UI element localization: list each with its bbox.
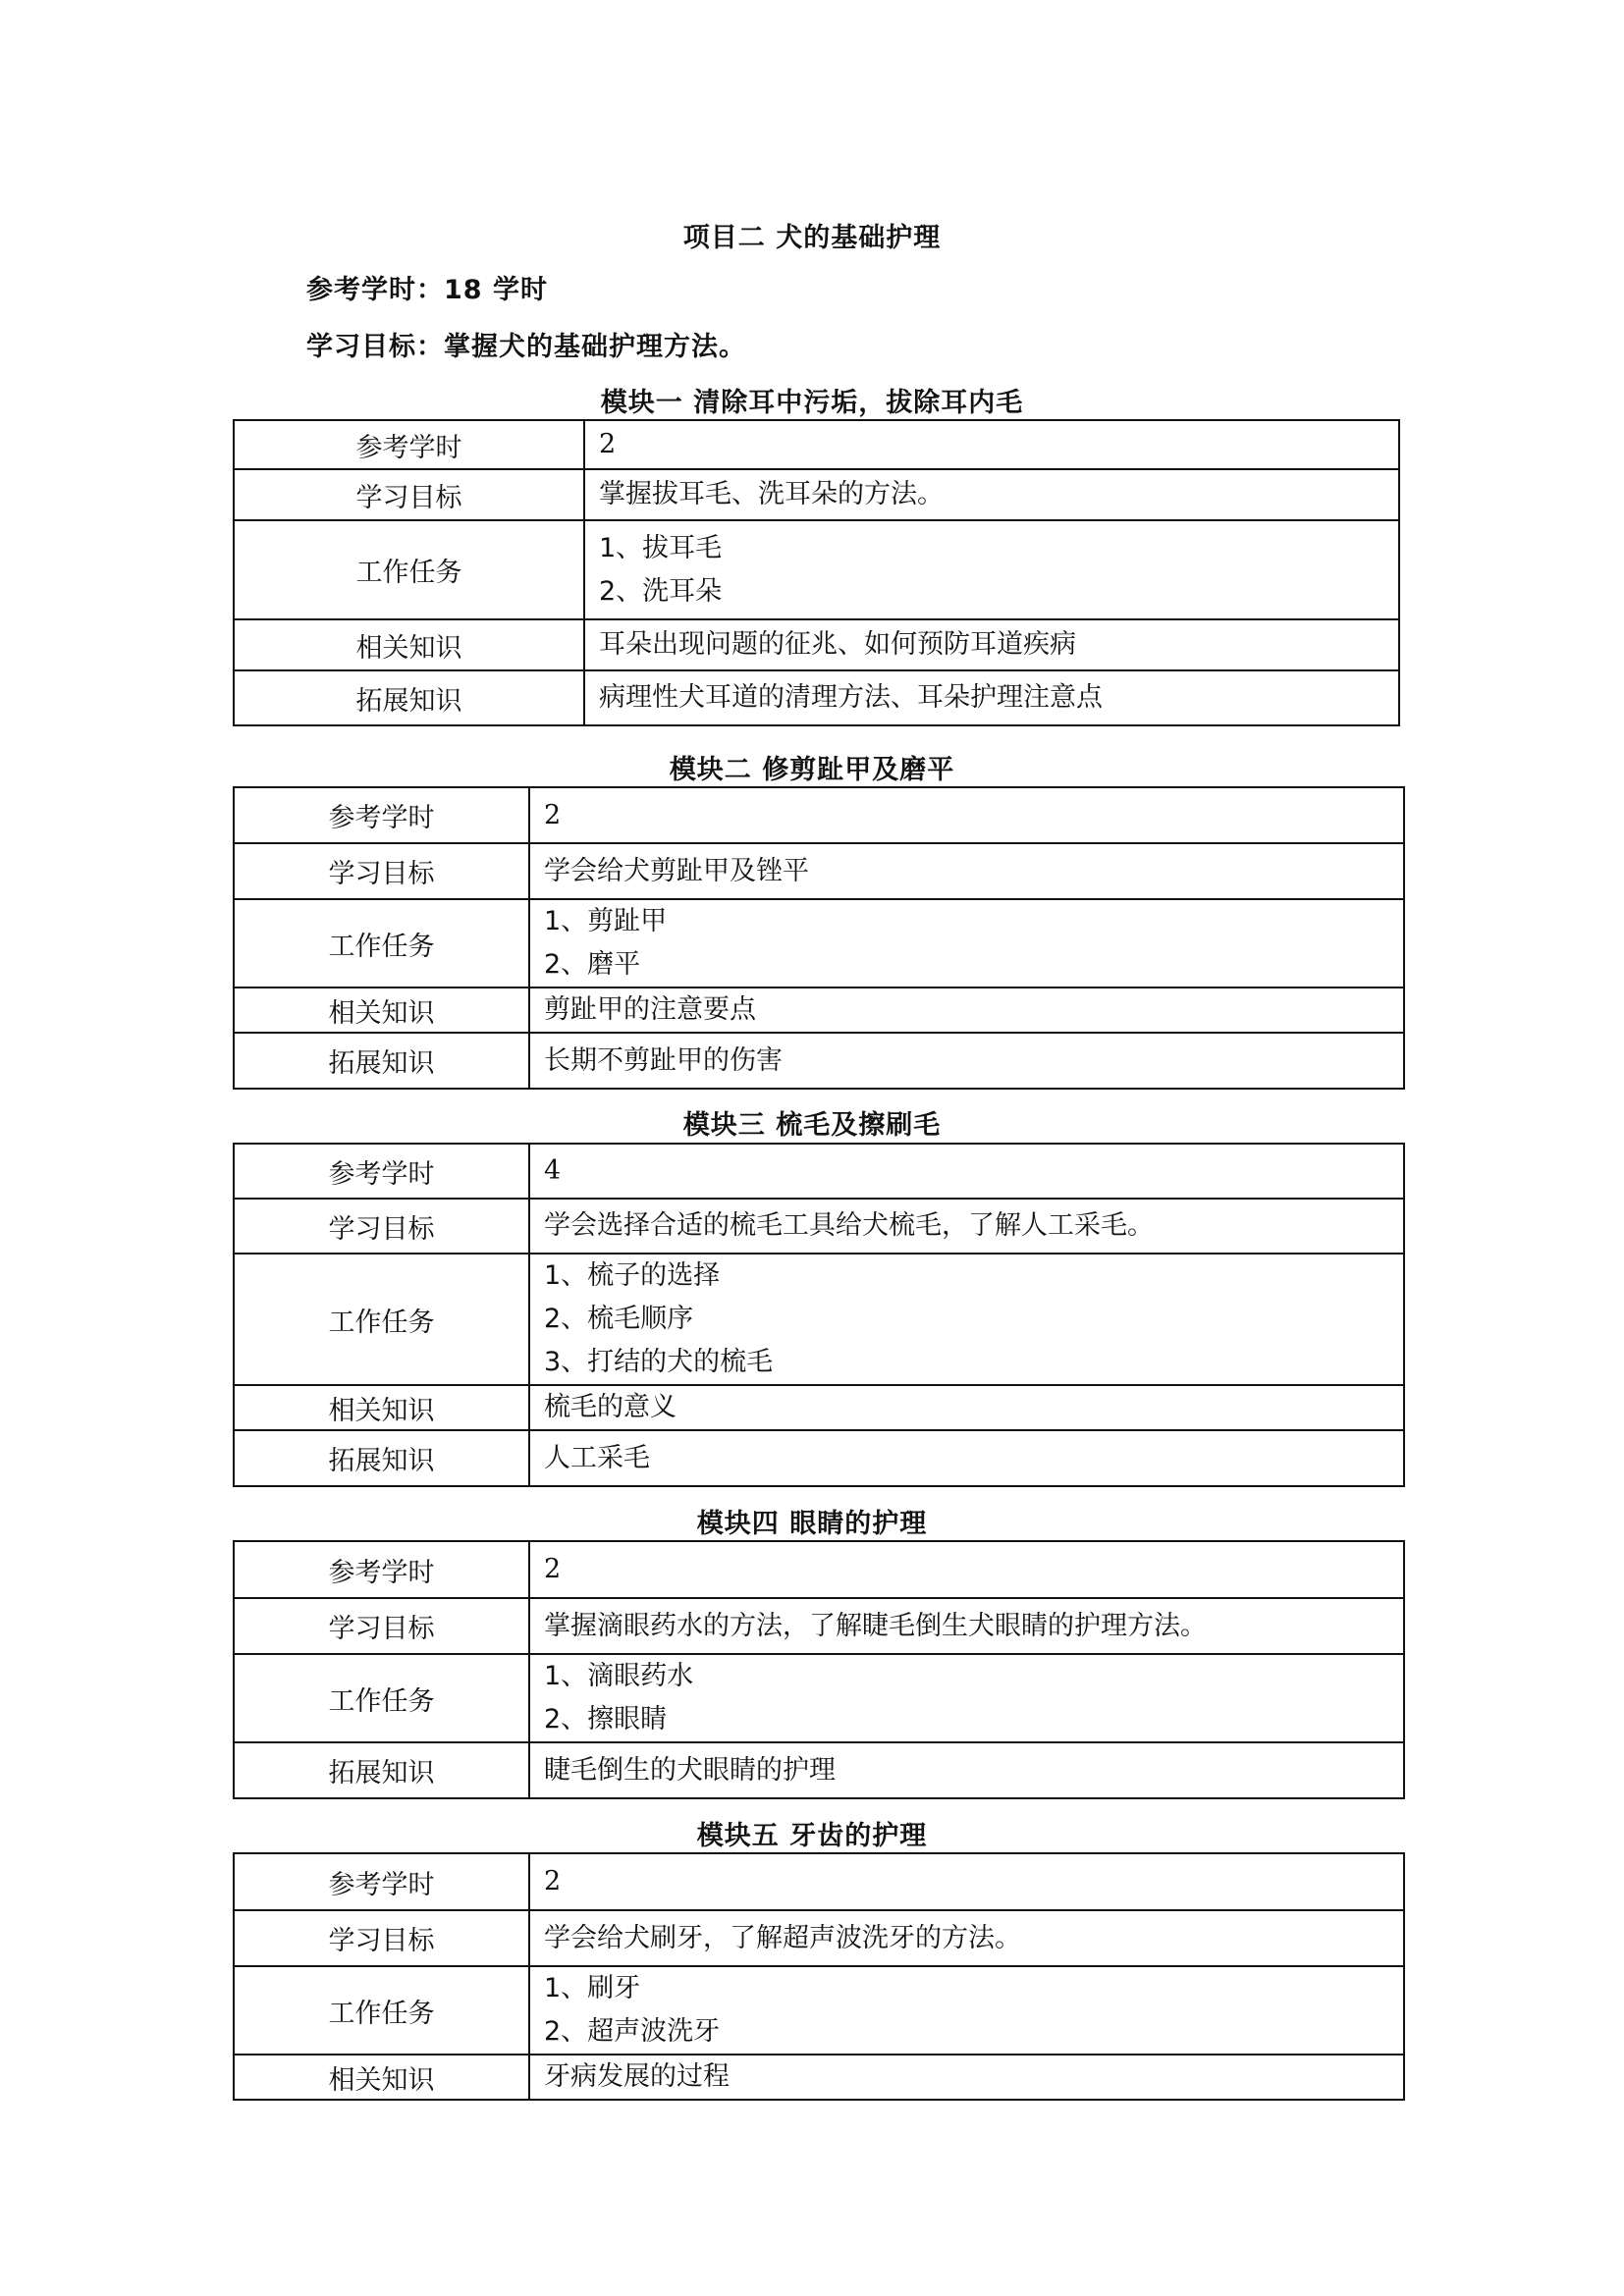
- page-title: 项目二 犬的基础护理: [682, 223, 942, 253]
- table-row: [234, 1598, 1404, 1654]
- row-value-line: 1、剪趾甲: [544, 906, 668, 936]
- row-value-line: 耳朵出现问题的征兆、如何预防耳道疾病: [599, 629, 1076, 660]
- table-row: [234, 1033, 1404, 1089]
- row-value: [529, 1654, 1404, 1742]
- table-row: [234, 1430, 1404, 1486]
- row-value: [584, 520, 1399, 619]
- module-title: 模块四 眼睛的护理: [696, 1509, 928, 1539]
- row-value-line: 学会选择合适的梳毛工具给犬梳毛，了解人工采毛。: [544, 1210, 1154, 1241]
- row-label: 参考学时: [234, 1144, 529, 1199]
- row-label: 相关知识: [234, 1385, 529, 1430]
- row-value-line: 学会给犬剪趾甲及锉平: [544, 855, 809, 886]
- module-table: [233, 786, 1405, 1090]
- table-row: [234, 1966, 1404, 2055]
- row-value-line: 牙病发展的过程: [544, 2061, 730, 2092]
- row-value: [529, 1541, 1404, 1598]
- row-label: 拓展知识: [234, 1742, 529, 1798]
- row-value-line: 2: [544, 1554, 562, 1584]
- row-value: [529, 1430, 1404, 1486]
- row-value-line: 4: [544, 1155, 562, 1186]
- row-value: [584, 619, 1399, 670]
- row-label: 参考学时: [234, 787, 529, 843]
- row-value-line: 2、超声波洗牙: [544, 2016, 721, 2047]
- row-value: [584, 420, 1399, 469]
- row-value-line: 2: [599, 429, 617, 459]
- table-row: [234, 1910, 1404, 1966]
- row-label: 工作任务: [234, 520, 584, 619]
- row-value-line: 2、擦眼睛: [544, 1704, 668, 1735]
- table-row: [234, 1199, 1404, 1254]
- row-value: [529, 1033, 1404, 1089]
- row-label: 相关知识: [234, 619, 584, 670]
- row-value: [529, 1385, 1404, 1430]
- table-row: [234, 670, 1399, 725]
- row-value: [529, 988, 1404, 1033]
- row-label: 拓展知识: [234, 1033, 529, 1089]
- row-value-line: 2、梳毛顺序: [544, 1304, 694, 1334]
- table-row: [234, 1654, 1404, 1742]
- table-row: [234, 1853, 1404, 1910]
- row-value-line: 2: [544, 799, 562, 830]
- table-row: [234, 420, 1399, 469]
- row-value: [529, 787, 1404, 843]
- row-value-line: 2: [544, 1866, 562, 1896]
- row-value: [529, 2055, 1404, 2100]
- row-value-line: 1、梳子的选择: [544, 1260, 721, 1291]
- row-label: 工作任务: [234, 1254, 529, 1385]
- row-label: 相关知识: [234, 988, 529, 1033]
- module-table: [233, 1852, 1405, 2101]
- row-label: 工作任务: [234, 1966, 529, 2055]
- row-value-line: 长期不剪趾甲的伤害: [544, 1044, 783, 1076]
- row-value: [529, 1853, 1404, 1910]
- module-table: [233, 1143, 1405, 1487]
- row-value-line: 梳毛的意义: [544, 1392, 677, 1422]
- row-value-line: 学会给犬刷牙，了解超声波洗牙的方法。: [544, 1922, 1021, 1953]
- module-table: [233, 419, 1400, 726]
- row-label: 参考学时: [234, 1541, 529, 1598]
- row-value-line: 2、磨平: [544, 949, 641, 980]
- table-row: [234, 843, 1404, 899]
- row-value: [529, 843, 1404, 899]
- row-label: 学习目标: [234, 1910, 529, 1966]
- module-title: 模块一 清除耳中污垢，拔除耳内毛: [600, 388, 1024, 418]
- row-value: [529, 899, 1404, 988]
- row-value-line: 1、拔耳毛: [599, 532, 723, 563]
- row-label: 拓展知识: [234, 1430, 529, 1486]
- row-value-line: 掌握拔耳毛、洗耳朵的方法。: [599, 479, 944, 509]
- module-title: 模块三 梳毛及擦刷毛: [682, 1110, 942, 1141]
- table-row: [234, 1144, 1404, 1199]
- row-value-line: 病理性犬耳道的清理方法、耳朵护理注意点: [599, 682, 1103, 713]
- reference-hours: 参考学时：18 学时: [306, 275, 548, 305]
- row-value-line: 掌握滴眼药水的方法，了解睫毛倒生犬眼睛的护理方法。: [544, 1610, 1207, 1641]
- table-row: [234, 1742, 1404, 1798]
- row-label: 学习目标: [234, 843, 529, 899]
- row-value-line: 1、刷牙: [544, 1973, 641, 2003]
- row-value: [529, 1144, 1404, 1199]
- row-value-line: 1、滴眼药水: [544, 1661, 694, 1691]
- row-value: [529, 1598, 1404, 1654]
- row-label: 学习目标: [234, 1199, 529, 1254]
- row-label: 工作任务: [234, 899, 529, 988]
- module-title: 模块二 修剪趾甲及磨平: [669, 755, 955, 785]
- learning-goal: 学习目标：掌握犬的基础护理方法。: [306, 332, 746, 362]
- row-label: 学习目标: [234, 1598, 529, 1654]
- table-row: [234, 520, 1399, 619]
- table-row: [234, 787, 1404, 843]
- row-label: 工作任务: [234, 1654, 529, 1742]
- row-value-line: 人工采毛: [544, 1442, 650, 1473]
- row-value: [529, 1966, 1404, 2055]
- row-value-line: 睫毛倒生的犬眼睛的护理: [544, 1754, 836, 1786]
- module-title: 模块五 牙齿的护理: [696, 1821, 928, 1851]
- row-value-line: 剪趾甲的注意要点: [544, 994, 756, 1025]
- row-value: [584, 670, 1399, 725]
- module-table: [233, 1540, 1405, 1799]
- row-label: 相关知识: [234, 2055, 529, 2100]
- table-row: [234, 2055, 1404, 2100]
- table-row: [234, 1254, 1404, 1385]
- row-value: [529, 1742, 1404, 1798]
- row-value: [529, 1910, 1404, 1966]
- row-value-line: 3、打结的犬的梳毛: [544, 1347, 774, 1377]
- row-value: [529, 1254, 1404, 1385]
- row-value: [529, 1199, 1404, 1254]
- table-row: [234, 1541, 1404, 1598]
- table-row: [234, 469, 1399, 520]
- row-label: 参考学时: [234, 420, 584, 469]
- row-label: 学习目标: [234, 469, 584, 520]
- row-label: 参考学时: [234, 1853, 529, 1910]
- table-row: [234, 1385, 1404, 1430]
- table-row: [234, 619, 1399, 670]
- table-row: [234, 988, 1404, 1033]
- row-value-line: 2、洗耳朵: [599, 575, 723, 607]
- row-value: [584, 469, 1399, 520]
- row-label: 拓展知识: [234, 670, 584, 725]
- table-row: [234, 899, 1404, 988]
